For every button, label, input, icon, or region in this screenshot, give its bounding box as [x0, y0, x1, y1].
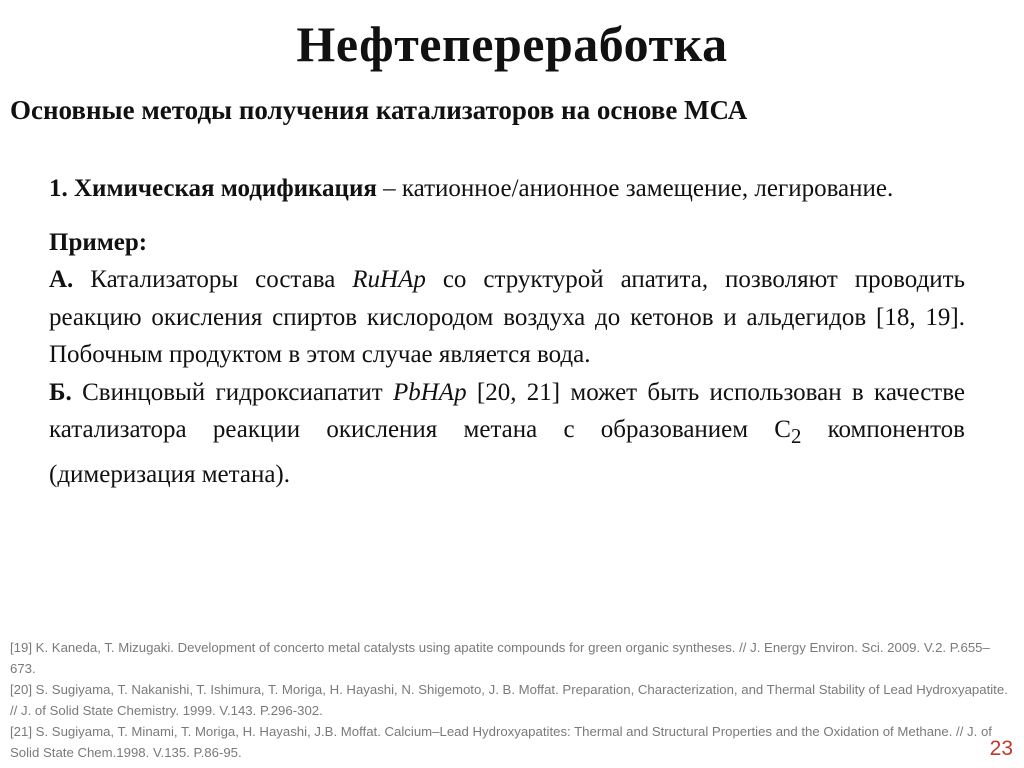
catalyst-pbhap: PbHAp — [392, 378, 467, 406]
example-heading: Пример: — [49, 228, 148, 256]
references — [10, 637, 1010, 763]
reference-21: [21] S. Sugiyama, T. Minami, T. Moriga, H. Hayashi, J.B. Moffat. Calcium–Lead Hydroxyapatites: Thermal and Structural Properties and the Oxidation of Methane. // J. of Solid State Chem.1998. V.135. P.86-95. — [10, 724, 992, 760]
example-a-paragraph: А. Катализаторы состава RuHAp со структурой апатита, позволяют проводить реакцию окисления спиртов кислородом воздуха до кетонов и альдегидов [18, 19]. Побочным продуктом в этом случае является вода. — [49, 266, 965, 368]
example-b-paragraph: Б. Свинцовый гидроксиапатит PbHAp [20, 21] может быть использован в качестве катализатора реакции окисления метана с образованием $C_2$ компонентов (димеризация метана). — [49, 378, 965, 488]
example-b-label: Б. — [49, 378, 72, 406]
catalyst-ruhap: RuHAp — [352, 266, 426, 293]
subscript-2: 2 — [790, 424, 802, 448]
slide-subtitle: Основные методы получения катализаторов на основе МСА — [10, 95, 748, 125]
example-a-label: А. — [49, 266, 74, 293]
method-number: 1. — [49, 175, 68, 202]
method-paragraph — [49, 170, 965, 208]
slide-title: Нефтепереработка — [296, 16, 728, 72]
method-name: Химическая модификация — [74, 175, 377, 202]
page-number: 23 — [989, 737, 1013, 760]
slide-body — [49, 170, 965, 493]
reference-19: [19] K. Kaneda, T. Mizugaki. Development of concerto metal catalysts using apatite compounds for green organic syntheses. // J. Energy Environ. Sci. 2009. V.2. P.655–673. — [10, 640, 990, 676]
reference-20: [20] S. Sugiyama, T. Nakanishi, T. Ishimura, T. Moriga, H. Hayashi, N. Shigemoto, J. B. Moffat. Preparation, Characterization, and Thermal Stability of Lead Hydroxyapatite. // J. of Solid State Chemistry. 1999. V.143. P.296-302. — [10, 682, 1008, 718]
method-description: – катионное/анионное замещение, легирование. — [376, 175, 894, 202]
